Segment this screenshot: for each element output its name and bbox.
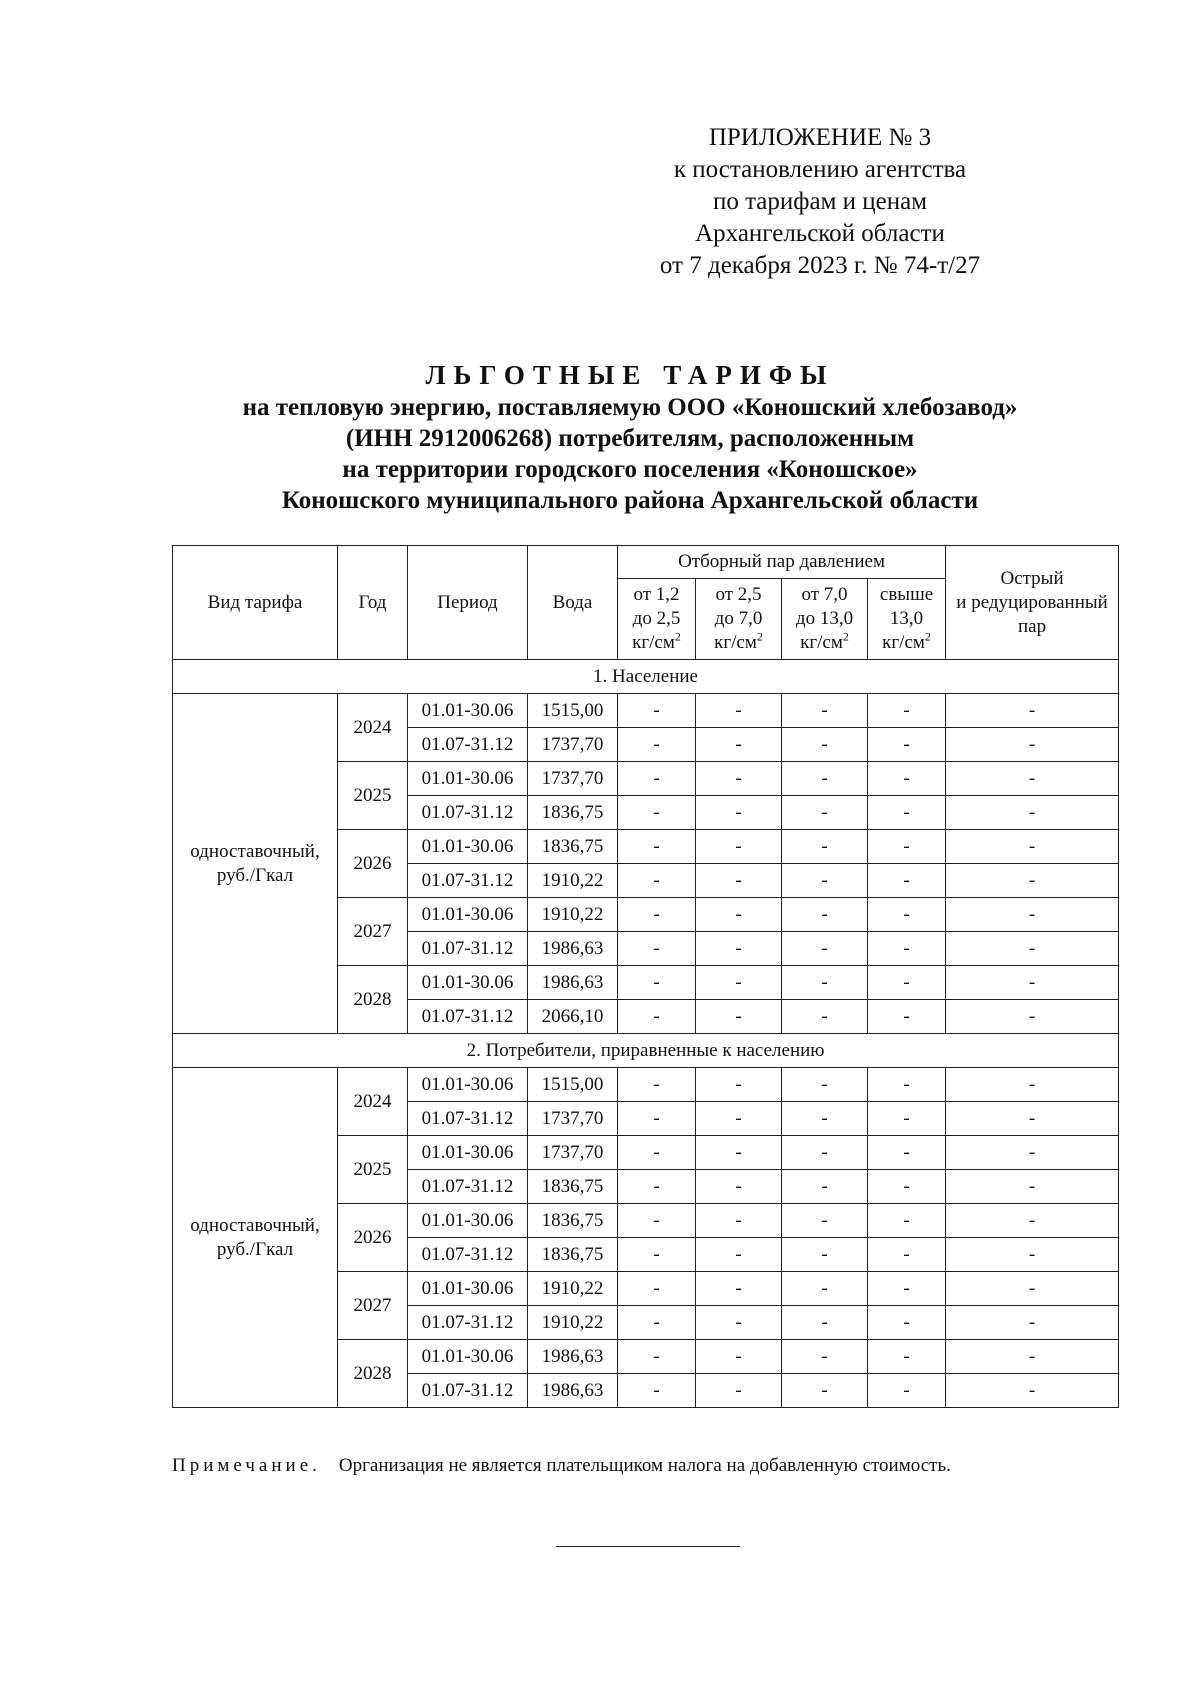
empty-dash-cell: - [618, 1272, 696, 1306]
header-period: Период [408, 546, 528, 660]
period-cell: 01.01-30.06 [408, 966, 528, 1000]
footnote-label: Примечание. [172, 1455, 321, 1476]
empty-dash-cell: - [946, 1238, 1119, 1272]
empty-dash-cell: - [782, 864, 868, 898]
period-cell: 01.01-30.06 [408, 1340, 528, 1374]
empty-dash-cell: - [782, 932, 868, 966]
footnote-text: Организация не является плательщиком налога на добавленную стоимость. [338, 1455, 951, 1476]
steam-col-to: до 2,5 [632, 608, 681, 629]
unit-superscript: 2 [674, 629, 681, 644]
empty-dash-cell: - [696, 1068, 782, 1102]
appendix-line: Архангельской области [695, 220, 945, 247]
empty-dash-cell: - [696, 1136, 782, 1170]
empty-dash-cell: - [946, 762, 1119, 796]
empty-dash-cell: - [868, 932, 946, 966]
unit-text: кг/см [714, 632, 757, 653]
empty-dash-cell: - [946, 1340, 1119, 1374]
empty-dash-cell: - [782, 1000, 868, 1034]
water-tariff-cell: 1986,63 [528, 1374, 618, 1408]
empty-dash-cell: - [696, 830, 782, 864]
empty-dash-cell: - [868, 1340, 946, 1374]
empty-dash-cell: - [618, 1238, 696, 1272]
year-cell: 2028 [338, 1340, 408, 1408]
empty-dash-cell: - [782, 1272, 868, 1306]
year-cell: 2025 [338, 1136, 408, 1204]
section-title: 1. Население [173, 660, 1119, 694]
period-cell: 01.07-31.12 [408, 1306, 528, 1340]
empty-dash-cell: - [618, 1204, 696, 1238]
empty-dash-cell: - [868, 1204, 946, 1238]
tariff-type-line: одноставочный, [190, 1214, 320, 1236]
appendix-line: по тарифам и ценам [712, 188, 928, 215]
period-cell: 01.07-31.12 [408, 1170, 528, 1204]
empty-dash-cell: - [946, 898, 1119, 932]
empty-dash-cell: - [696, 966, 782, 1000]
header-steam-col [618, 579, 696, 660]
steam-col-unit [696, 631, 781, 655]
empty-dash-cell: - [946, 694, 1119, 728]
water-tariff-cell: 1836,75 [528, 796, 618, 830]
empty-dash-cell: - [946, 966, 1119, 1000]
empty-dash-cell: - [782, 1068, 868, 1102]
empty-dash-cell: - [946, 1306, 1119, 1340]
empty-dash-cell: - [868, 1170, 946, 1204]
header-sharp-line: пар [1017, 615, 1047, 637]
empty-dash-cell: - [868, 864, 946, 898]
water-tariff-cell: 1836,75 [528, 1238, 618, 1272]
empty-dash-cell: - [946, 932, 1119, 966]
header-steam-col [868, 579, 946, 660]
empty-dash-cell: - [782, 1238, 868, 1272]
empty-dash-cell: - [696, 1204, 782, 1238]
appendix-line: от 7 декабря 2023 г. № 74-т/27 [659, 252, 981, 279]
steam-col-unit [782, 631, 867, 655]
steam-col-from: от 7,0 [801, 584, 848, 605]
empty-dash-cell: - [946, 1374, 1119, 1408]
tariff-type-cell [173, 1068, 338, 1408]
empty-dash-cell: - [618, 1000, 696, 1034]
header-sharp-line: и редуцированный [956, 591, 1108, 613]
appendix-block [620, 122, 1020, 282]
water-tariff-cell: 1986,63 [528, 932, 618, 966]
water-tariff-cell: 1986,63 [528, 1340, 618, 1374]
period-cell: 01.01-30.06 [408, 1068, 528, 1102]
steam-col-unit [618, 631, 695, 655]
empty-dash-cell: - [782, 1102, 868, 1136]
empty-dash-cell: - [618, 864, 696, 898]
year-cell: 2027 [338, 1272, 408, 1340]
empty-dash-cell: - [868, 796, 946, 830]
empty-dash-cell: - [946, 1170, 1119, 1204]
period-cell: 01.01-30.06 [408, 762, 528, 796]
empty-dash-cell: - [946, 1204, 1119, 1238]
period-cell: 01.01-30.06 [408, 1204, 528, 1238]
empty-dash-cell: - [696, 694, 782, 728]
empty-dash-cell: - [618, 1170, 696, 1204]
empty-dash-cell: - [618, 830, 696, 864]
empty-dash-cell: - [868, 694, 946, 728]
empty-dash-cell: - [696, 1000, 782, 1034]
empty-dash-cell: - [618, 1102, 696, 1136]
header-sharp-steam [946, 546, 1119, 660]
steam-col-unit [868, 631, 945, 655]
period-cell: 01.07-31.12 [408, 796, 528, 830]
steam-col-from: свыше [879, 584, 934, 605]
steam-col-from: от 2,5 [715, 584, 762, 605]
water-tariff-cell: 1515,00 [528, 694, 618, 728]
empty-dash-cell: - [618, 694, 696, 728]
empty-dash-cell: - [782, 1136, 868, 1170]
empty-dash-cell: - [618, 966, 696, 1000]
empty-dash-cell: - [946, 830, 1119, 864]
water-tariff-cell: 1910,22 [528, 864, 618, 898]
empty-dash-cell: - [618, 1306, 696, 1340]
water-tariff-cell: 2066,10 [528, 1000, 618, 1034]
empty-dash-cell: - [868, 728, 946, 762]
empty-dash-cell: - [782, 1340, 868, 1374]
tariff-type-line: одноставочный, [190, 840, 320, 862]
empty-dash-cell: - [868, 762, 946, 796]
year-cell: 2026 [338, 1204, 408, 1272]
unit-text: кг/см [882, 632, 925, 653]
section-title: 2. Потребители, приравненные к населению [173, 1034, 1119, 1068]
appendix-line: к постановлению агентства [673, 156, 967, 183]
water-tariff-cell: 1737,70 [528, 1102, 618, 1136]
empty-dash-cell: - [618, 1068, 696, 1102]
header-steam-col [782, 579, 868, 660]
water-tariff-cell: 1737,70 [528, 1136, 618, 1170]
period-cell: 01.07-31.12 [408, 1000, 528, 1034]
water-tariff-cell: 1836,75 [528, 1170, 618, 1204]
water-tariff-cell: 1986,63 [528, 966, 618, 1000]
empty-dash-cell: - [868, 1068, 946, 1102]
empty-dash-cell: - [946, 1272, 1119, 1306]
year-cell: 2027 [338, 898, 408, 966]
empty-dash-cell: - [868, 1306, 946, 1340]
empty-dash-cell: - [946, 728, 1119, 762]
title-line: (ИНН 2912006268) потребителям, расположенным [345, 425, 915, 452]
empty-dash-cell: - [782, 762, 868, 796]
unit-superscript: 2 [756, 629, 763, 644]
empty-dash-cell: - [782, 830, 868, 864]
footnote [172, 1455, 1132, 1477]
empty-dash-cell: - [946, 1136, 1119, 1170]
empty-dash-cell: - [782, 1204, 868, 1238]
empty-dash-cell: - [696, 1306, 782, 1340]
empty-dash-cell: - [868, 1272, 946, 1306]
empty-dash-cell: - [782, 966, 868, 1000]
empty-dash-cell: - [618, 898, 696, 932]
year-cell: 2026 [338, 830, 408, 898]
empty-dash-cell: - [696, 1340, 782, 1374]
water-tariff-cell: 1836,75 [528, 830, 618, 864]
empty-dash-cell: - [696, 1374, 782, 1408]
title-main: ЛЬГОТНЫЕ ТАРИФЫ [425, 360, 835, 390]
period-cell: 01.07-31.12 [408, 728, 528, 762]
empty-dash-cell: - [696, 864, 782, 898]
empty-dash-cell: - [782, 1374, 868, 1408]
header-steam-col [696, 579, 782, 660]
water-tariff-cell: 1910,22 [528, 1306, 618, 1340]
section-row [173, 1034, 1119, 1068]
empty-dash-cell: - [696, 1272, 782, 1306]
period-cell: 01.01-30.06 [408, 898, 528, 932]
empty-dash-cell: - [782, 1170, 868, 1204]
tariff-table [172, 545, 1119, 1408]
steam-col-from: от 1,2 [633, 584, 680, 605]
empty-dash-cell: - [618, 1374, 696, 1408]
tariff-type-line: руб./Гкал [216, 1238, 294, 1260]
year-cell: 2028 [338, 966, 408, 1034]
year-cell: 2025 [338, 762, 408, 830]
year-cell: 2024 [338, 1068, 408, 1136]
period-cell: 01.07-31.12 [408, 1374, 528, 1408]
period-cell: 01.07-31.12 [408, 1238, 528, 1272]
steam-col-to: 13,0 [889, 608, 924, 629]
period-cell: 01.07-31.12 [408, 864, 528, 898]
empty-dash-cell: - [696, 898, 782, 932]
empty-dash-cell: - [946, 1102, 1119, 1136]
section-row [173, 660, 1119, 694]
header-steam-group: Отборный пар давлением [618, 546, 946, 579]
header-tariff-type: Вид тарифа [173, 546, 338, 660]
period-cell: 01.07-31.12 [408, 1102, 528, 1136]
empty-dash-cell: - [782, 728, 868, 762]
water-tariff-cell: 1737,70 [528, 762, 618, 796]
empty-dash-cell: - [946, 796, 1119, 830]
table-row [173, 1068, 1119, 1102]
empty-dash-cell: - [868, 1102, 946, 1136]
unit-superscript: 2 [842, 629, 849, 644]
header-sharp-line: Острый [1000, 567, 1064, 589]
empty-dash-cell: - [868, 1238, 946, 1272]
empty-dash-cell: - [868, 966, 946, 1000]
header-water: Вода [528, 546, 618, 660]
tariff-type-line: руб./Гкал [216, 864, 294, 886]
steam-col-to: до 7,0 [714, 608, 763, 629]
empty-dash-cell: - [946, 864, 1119, 898]
title-line: Коношского муниципального района Архангельской области [281, 487, 979, 514]
empty-dash-cell: - [868, 1000, 946, 1034]
title-line: на территории городского поселения «Коношское» [342, 456, 918, 483]
empty-dash-cell: - [618, 1340, 696, 1374]
empty-dash-cell: - [782, 694, 868, 728]
tariff-type-cell [173, 694, 338, 1034]
empty-dash-cell: - [618, 728, 696, 762]
water-tariff-cell: 1910,22 [528, 1272, 618, 1306]
steam-col-to: до 13,0 [795, 608, 854, 629]
empty-dash-cell: - [618, 1136, 696, 1170]
empty-dash-cell: - [782, 1306, 868, 1340]
empty-dash-cell: - [946, 1068, 1119, 1102]
water-tariff-cell: 1737,70 [528, 728, 618, 762]
empty-dash-cell: - [696, 1238, 782, 1272]
empty-dash-cell: - [696, 1170, 782, 1204]
period-cell: 01.01-30.06 [408, 1272, 528, 1306]
table-row [173, 694, 1119, 728]
empty-dash-cell: - [618, 796, 696, 830]
empty-dash-cell: - [868, 830, 946, 864]
period-cell: 01.01-30.06 [408, 1136, 528, 1170]
empty-dash-cell: - [618, 932, 696, 966]
empty-dash-cell: - [868, 898, 946, 932]
unit-text: кг/см [800, 632, 843, 653]
water-tariff-cell: 1515,00 [528, 1068, 618, 1102]
unit-superscript: 2 [924, 629, 931, 644]
period-cell: 01.01-30.06 [408, 694, 528, 728]
closing-rule [556, 1546, 740, 1547]
empty-dash-cell: - [782, 898, 868, 932]
empty-dash-cell: - [868, 1136, 946, 1170]
empty-dash-cell: - [696, 728, 782, 762]
empty-dash-cell: - [696, 762, 782, 796]
appendix-line: ПРИЛОЖЕНИЕ № 3 [708, 124, 932, 151]
title-line: на тепловую энергию, поставляемую ООО «Коношский хлебозавод» [242, 394, 1018, 421]
year-cell: 2024 [338, 694, 408, 762]
empty-dash-cell: - [696, 932, 782, 966]
period-cell: 01.07-31.12 [408, 932, 528, 966]
water-tariff-cell: 1836,75 [528, 1204, 618, 1238]
empty-dash-cell: - [618, 762, 696, 796]
empty-dash-cell: - [782, 796, 868, 830]
empty-dash-cell: - [946, 1000, 1119, 1034]
document-title [150, 358, 1110, 516]
water-tariff-cell: 1910,22 [528, 898, 618, 932]
empty-dash-cell: - [868, 1374, 946, 1408]
empty-dash-cell: - [696, 1102, 782, 1136]
empty-dash-cell: - [696, 796, 782, 830]
unit-text: кг/см [632, 632, 675, 653]
header-year: Год [338, 546, 408, 660]
period-cell: 01.01-30.06 [408, 830, 528, 864]
